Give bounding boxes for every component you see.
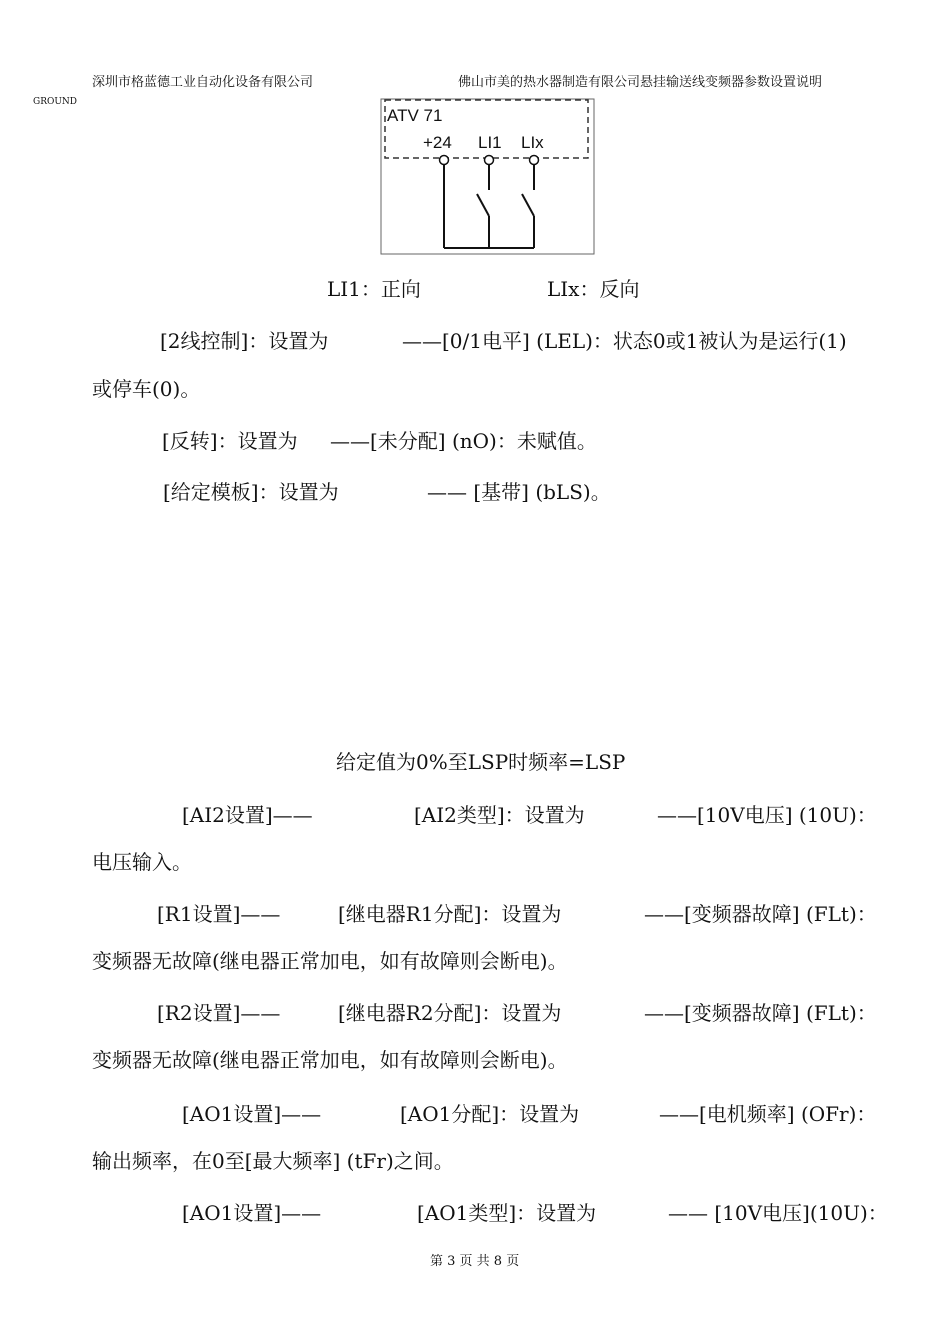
header-right: 佛山市美的热水器制造有限公司悬挂输送线变频器参数设置说明 bbox=[458, 75, 823, 90]
text-line: [R2设置]—— bbox=[157, 1001, 281, 1025]
text-line: [继电器R2分配]：设置为 bbox=[338, 1001, 562, 1025]
text-line: 电压输入。 bbox=[92, 850, 192, 874]
text-line: [2线控制]：设置为 bbox=[160, 329, 329, 353]
text-line: —— [10V电压](10U)： bbox=[668, 1201, 888, 1225]
caption-li1: LI1：正向 bbox=[327, 277, 421, 301]
page-footer: 第 3 页 共 8 页 bbox=[430, 1254, 520, 1269]
terminal-label: LIx bbox=[521, 133, 544, 152]
text-line: [AI2设置]—— bbox=[182, 803, 313, 827]
text-line: [AO1分配]：设置为 bbox=[400, 1102, 580, 1126]
text-line: ——[10V电压] (10U)： bbox=[657, 803, 877, 827]
text-line: [AO1设置]—— bbox=[182, 1102, 322, 1126]
text-line: [给定模板]：设置为 bbox=[163, 480, 339, 504]
caption-lix: LIx：反向 bbox=[547, 277, 640, 301]
text-line: [反转]：设置为 bbox=[162, 429, 298, 453]
text-line: 输出频率，在0至[最大频率] (tFr)之间。 bbox=[92, 1149, 454, 1173]
text-line: 变频器无故障(继电器正常加电，如有故障则会断电)。 bbox=[92, 949, 568, 973]
text-line: [AO1设置]—— bbox=[182, 1201, 322, 1225]
wiring-diagram bbox=[380, 98, 596, 256]
text-line: 变频器无故障(继电器正常加电，如有故障则会断电)。 bbox=[92, 1048, 568, 1072]
text-line: 或停车(0)。 bbox=[92, 377, 201, 401]
diagram-model: ATV 71 bbox=[387, 106, 443, 125]
text-line: [AI2类型]：设置为 bbox=[414, 803, 585, 827]
text-line: 给定值为0%至LSP时频率=LSP bbox=[336, 750, 626, 774]
header-sub: GROUND bbox=[33, 97, 78, 107]
text-line: ——[0/1电平] (LEL)：状态0或1被认为是运行(1) bbox=[402, 329, 847, 353]
text-line: [R1设置]—— bbox=[157, 902, 281, 926]
terminal-label: +24 bbox=[423, 133, 452, 152]
text-line: [继电器R1分配]：设置为 bbox=[338, 902, 562, 926]
header-left: 深圳市格蓝德工业自动化设备有限公司 bbox=[92, 75, 314, 90]
text-line: [AO1类型]：设置为 bbox=[417, 1201, 597, 1225]
text-line: —— [基带] (bLS)。 bbox=[427, 480, 611, 504]
text-line: ——[变频器故障] (FLt)： bbox=[644, 1001, 877, 1025]
text-line: ——[变频器故障] (FLt)： bbox=[644, 902, 877, 926]
text-line: ——[电机频率] (OFr)： bbox=[659, 1102, 877, 1126]
text-line: ——[未分配] (nO)：未赋值。 bbox=[330, 429, 597, 453]
terminal-label: LI1 bbox=[478, 133, 502, 152]
